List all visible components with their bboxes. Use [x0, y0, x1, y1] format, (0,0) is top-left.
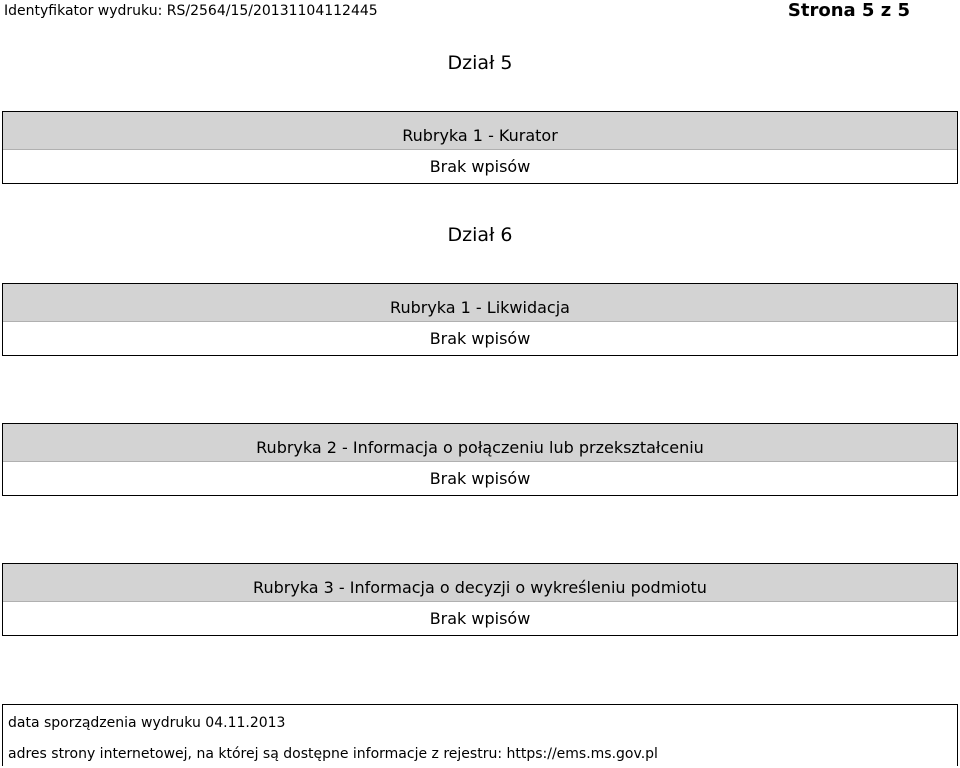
section-title-dzial-6: Dział 6 [447, 224, 513, 246]
rubric-title: Rubryka 1 - Kurator [3, 112, 957, 150]
rubric-wykreslenie [2, 563, 958, 636]
rubric-body: Brak wpisów [3, 150, 957, 183]
section-title-dzial-5: Dział 5 [447, 52, 513, 74]
rubric-likwidacja [2, 283, 958, 356]
rubric-kurator [2, 111, 958, 184]
print-identifier: Identyfikator wydruku: RS/2564/15/20131104112445 [4, 3, 378, 19]
rubric-body: Brak wpisów [3, 602, 957, 635]
rubric-title: Rubryka 3 - Informacja o decyzji o wykreśleniu podmiotu [3, 564, 957, 602]
rubric-body: Brak wpisów [3, 322, 957, 355]
rubric-title: Rubryka 2 - Informacja o połączeniu lub przekształceniu [3, 424, 957, 462]
rubric-body: Brak wpisów [3, 462, 957, 495]
page-indicator: Strona 5 z 5 [787, 0, 910, 21]
rubric-polaczenie [2, 423, 958, 496]
footer [2, 704, 958, 766]
rubric-title: Rubryka 1 - Likwidacja [3, 284, 957, 322]
print-date: data sporządzenia wydruku 04.11.2013 [8, 715, 286, 731]
website-info: adres strony internetowej, na której są dostępne informacje z rejestru: https://ems.ms.gov.pl [8, 746, 658, 762]
